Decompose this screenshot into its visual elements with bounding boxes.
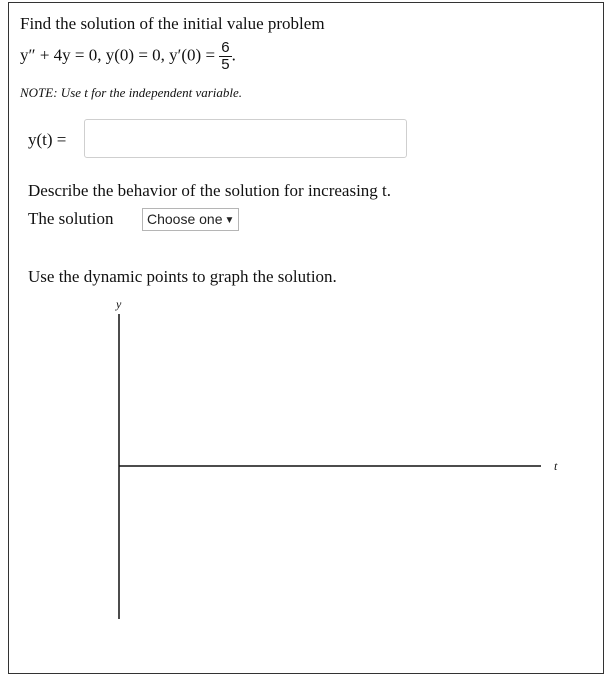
behavior-label: The solution [28,209,114,228]
graph-prompt: Use the dynamic points to graph the solution. [28,267,337,286]
fraction-numerator: 6 [221,39,230,56]
y-axis-label: y [116,297,122,311]
note-text: NOTE: Use t for the independent variable. [20,85,243,100]
problem-prompt: Find the solution of the initial value problem [20,14,325,33]
equation-text: y″ + 4y = 0, y(0) = 0, y′(0) = [20,45,220,65]
t-axis-label: t [554,459,558,473]
chevron-down-icon: ▼ [224,215,235,226]
answer-label: y(t) = [28,130,67,149]
equation-end: . [231,45,236,65]
dropdown-selected-value: Choose one [147,211,223,227]
behavior-prompt: Describe the behavior of the solution for increasing t. [28,181,392,200]
fraction-denominator: 5 [221,56,230,73]
